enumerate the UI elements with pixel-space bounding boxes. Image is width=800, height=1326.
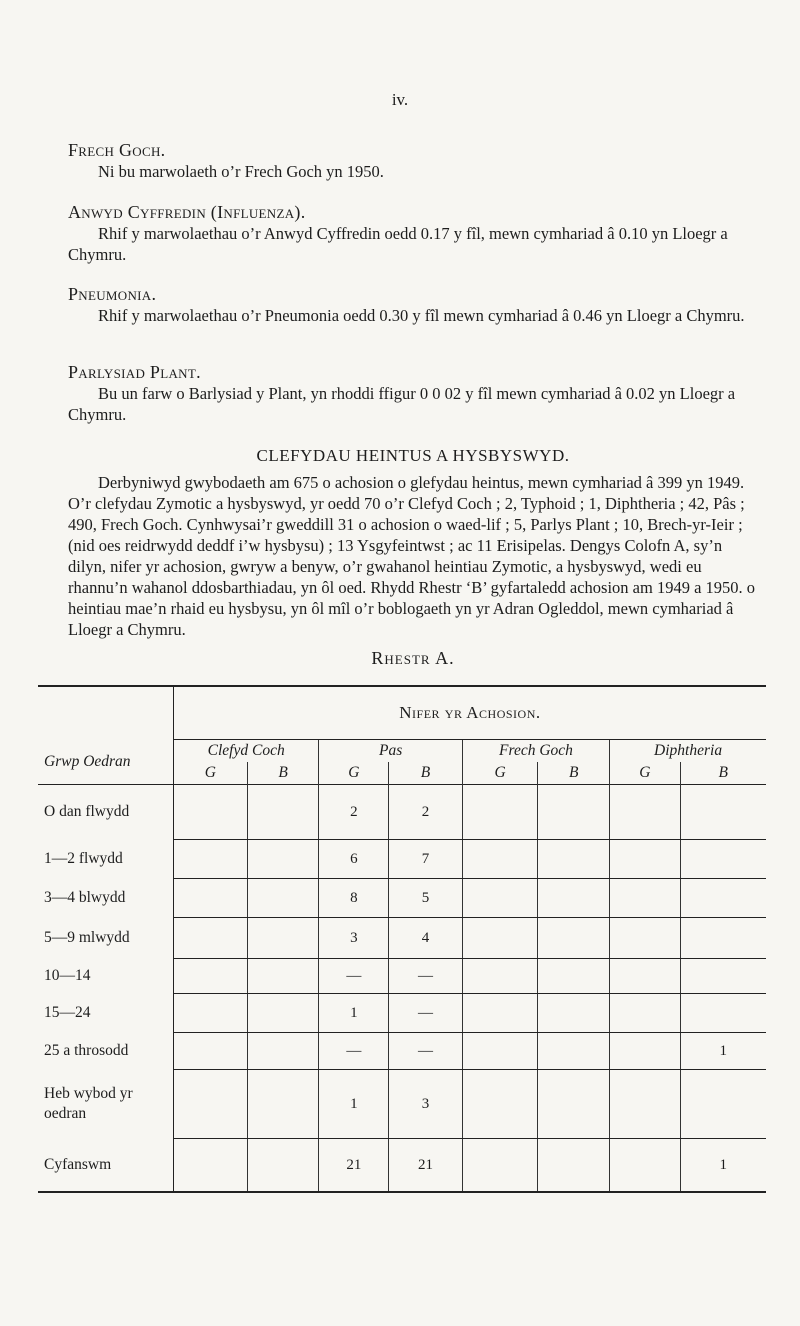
main-title: CLEFYDAU HEINTUS A HYSBYSWYD.	[256, 446, 570, 465]
table-cell	[462, 840, 538, 879]
table-cell	[247, 1139, 319, 1193]
table-cell	[680, 1070, 766, 1139]
table-cell	[610, 1070, 680, 1139]
section-heading: Frech Goch.	[68, 140, 166, 160]
age-group-label: 10—14	[38, 959, 173, 994]
page-number: iv.	[391, 90, 409, 109]
table-cell	[247, 840, 319, 879]
table-cell	[538, 994, 610, 1033]
table-title: Rhestr A.	[371, 648, 455, 668]
age-group-label: 5—9 mlwydd	[38, 918, 173, 959]
disease-header: Clefyd Coch	[207, 742, 285, 759]
table-title-wrap	[68, 648, 758, 669]
table-cell: —	[389, 1033, 463, 1070]
table-cell	[610, 879, 680, 918]
table-cell	[173, 1033, 247, 1070]
table-cell: 5	[389, 879, 463, 918]
table-cell: —	[319, 959, 389, 994]
table-cell	[680, 918, 766, 959]
table-cell	[462, 959, 538, 994]
table-cell: —	[389, 959, 463, 994]
section-heading: Anwyd Cyffredin (Influenza).	[68, 202, 306, 222]
table-cell	[173, 1139, 247, 1193]
table-cell: 1	[680, 1139, 766, 1193]
table-cell	[538, 1070, 610, 1139]
section-text: Bu un farw o Barlysiad y Plant, yn rhoddi ffigur 0 0 02 y fîl mewn cymhariad â 0.02 yn Lloegr a Chymru.	[68, 384, 736, 424]
age-group-label: Cyfanswm	[38, 1139, 173, 1193]
table-cell: —	[389, 994, 463, 1033]
table-row	[38, 1139, 766, 1193]
table-row	[38, 1033, 766, 1070]
table-row	[38, 879, 766, 918]
table-cell	[462, 918, 538, 959]
table-cell	[538, 879, 610, 918]
table-cell	[247, 918, 319, 959]
section-pneumonia	[68, 284, 758, 326]
table-cell: 3	[319, 918, 389, 959]
table-cell	[247, 1033, 319, 1070]
sub-header-b: B	[538, 762, 610, 785]
sub-header-g: G	[319, 762, 389, 785]
section-text: Rhif y marwolaethau o’r Anwyd Cyffredin oedd 0.17 y fîl, mewn cymhariad â 0.10 yn Lloegr a Chymru.	[68, 224, 728, 264]
table-cell	[247, 994, 319, 1033]
age-group-label: O dan flwydd	[38, 785, 173, 840]
table-cell: 1	[319, 994, 389, 1033]
table-cell	[610, 918, 680, 959]
disease-header: Diphtheria	[610, 740, 766, 763]
table-cell	[610, 785, 680, 840]
main-paragraph: Derbyniwyd gwybodaeth am 675 o achosion o glefydau heintus, mewn cymhariad â 399 yn 1949. O’r clefydau Zymotic a hysbyswyd, yr oedd 70 o’r Clefyd Coch ; 2, Typhoid ; 1, Diphtheria ; 42, Pâs ; 490, Frech Goch. Cynhwysai’r gweddill 31 o achosion o waed-lif ; 5, Parlys Plant ; 10, Brech-yr-Ieir ; (nid oes reidrwydd deddf i’w hysbysu) ; 13 Ysgyfeintwst ; ac 11 Erisipelas. Dengys Colofn A, sy’n dilyn, nifer yr achosion, gwryw a benyw, o’r gwahanol heintiau Zymotic, a hysbyswyd, wedi eu rhannu’n wahanol ddosbarthiadau, yn ôl oed. Rhydd Rhestr ‘B’ gyfartaledd achosion am 1949 a 1950. o heintiau mae’n rhaid eu hysbysu, yn ôl mîl o’r boblogaeth yn yr Adran Ogleddol, mewn cymhariad â Lloegr a Chymru.	[68, 473, 756, 639]
table-cell: 2	[389, 785, 463, 840]
table-cell	[462, 1139, 538, 1193]
section-frech-goch	[68, 140, 758, 182]
table-cell	[538, 840, 610, 879]
table-cell	[173, 879, 247, 918]
table-cell: 1	[319, 1070, 389, 1139]
age-group-label: 1—2 flwydd	[38, 840, 173, 879]
section-parlysiad-plant	[68, 362, 758, 425]
table-cell	[610, 1033, 680, 1070]
table-cell: 2	[319, 785, 389, 840]
table-cell: 21	[389, 1139, 463, 1193]
table-cell	[610, 1139, 680, 1193]
section-heading: Pneumonia.	[68, 284, 157, 304]
table-cell: —	[319, 1033, 389, 1070]
sub-header-g: G	[204, 764, 216, 781]
table-cell	[247, 785, 319, 840]
disease-header: Frech Goch	[462, 740, 609, 763]
table-row	[38, 840, 766, 879]
group-header: Nifer yr Achosion.	[173, 686, 766, 740]
table-cell	[538, 1139, 610, 1193]
section-text: Ni bu marwolaeth o’r Frech Goch yn 1950.	[98, 162, 384, 181]
table-row	[38, 959, 766, 994]
table-cell	[247, 1070, 319, 1139]
age-group-label: 3—4 blwydd	[38, 879, 173, 918]
section-text: Rhif y marwolaethau o’r Pneumonia oedd 0.30 y fîl mewn cymhariad â 0.46 yn Lloegr a Chymru.	[98, 306, 745, 325]
section-influenza	[68, 202, 758, 265]
table-cell	[173, 840, 247, 879]
table-cell	[538, 918, 610, 959]
sub-header-g: G	[610, 762, 680, 785]
table-cell	[247, 879, 319, 918]
sub-header-b: B	[389, 762, 463, 785]
table-cell	[680, 840, 766, 879]
table-row	[38, 1070, 766, 1139]
sub-header-b: B	[247, 762, 319, 785]
section-heading: Parlysiad Plant.	[68, 362, 201, 382]
table-cell	[462, 1033, 538, 1070]
table-row	[38, 994, 766, 1033]
table-cell	[538, 959, 610, 994]
sub-header-g: G	[462, 762, 538, 785]
table-row	[38, 918, 766, 959]
age-group-label: 25 a throsodd	[38, 1033, 173, 1070]
table-cell: 3	[389, 1070, 463, 1139]
table-cell: 1	[680, 1033, 766, 1070]
table-cell	[610, 994, 680, 1033]
table-cell	[173, 918, 247, 959]
table-cell	[462, 879, 538, 918]
table-cell: 4	[389, 918, 463, 959]
table-cell	[610, 840, 680, 879]
table-row	[38, 785, 766, 840]
infectious-diseases-section	[68, 446, 758, 640]
table-cell	[462, 1070, 538, 1139]
table-cell	[680, 994, 766, 1033]
table-cell	[173, 1070, 247, 1139]
table-cell	[610, 959, 680, 994]
rhestr-a-table	[38, 685, 766, 1193]
table-cell	[173, 994, 247, 1033]
age-group-label: Heb wybod yr oedran	[38, 1070, 173, 1139]
table-cell	[538, 785, 610, 840]
table-cell: 7	[389, 840, 463, 879]
table-cell	[173, 785, 247, 840]
disease-header: Pas	[319, 740, 462, 763]
table-cell	[680, 879, 766, 918]
table-cell	[173, 959, 247, 994]
age-group-label: 15—24	[38, 994, 173, 1033]
table-cell	[680, 959, 766, 994]
table-cell	[680, 785, 766, 840]
table-cell	[462, 785, 538, 840]
table-cell: 8	[319, 879, 389, 918]
table-cell: 6	[319, 840, 389, 879]
table-cell	[538, 1033, 610, 1070]
sub-header-b: B	[680, 762, 766, 785]
table-cell	[247, 959, 319, 994]
table-cell	[462, 994, 538, 1033]
age-group-header: Grwp Oedran	[38, 740, 173, 785]
table-cell: 21	[319, 1139, 389, 1193]
